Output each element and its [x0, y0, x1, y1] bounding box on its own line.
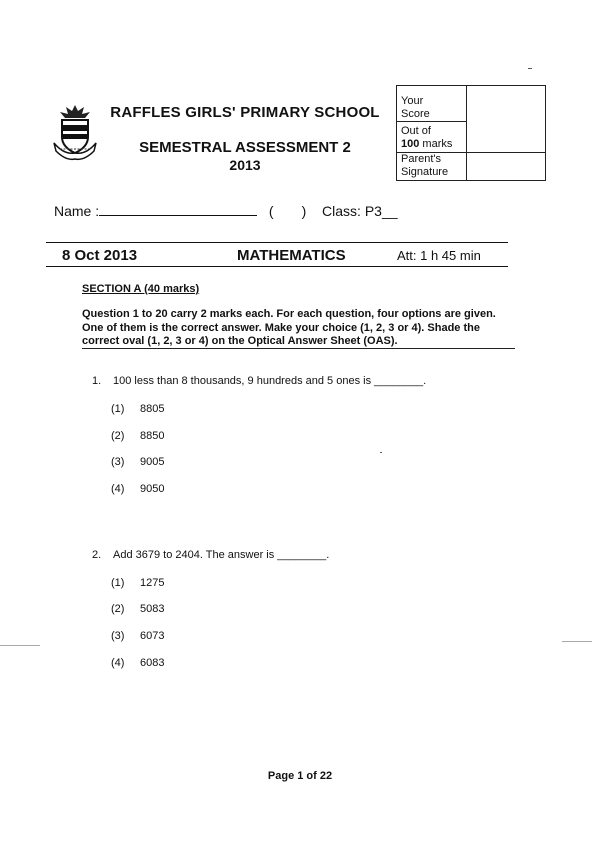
scan-speck: [562, 641, 592, 642]
exam-subject: MATHEMATICS: [237, 247, 346, 264]
name-field[interactable]: [99, 203, 257, 216]
title-top-rule: [46, 242, 508, 243]
out-of-unit: marks: [422, 138, 453, 150]
name-label: Name :: [54, 203, 100, 219]
question-2-option-2-value: 5083: [140, 603, 165, 615]
time-allowed: Att: 1 h 45 min: [397, 248, 481, 263]
register-close-paren: ): [301, 203, 307, 219]
school-name: RAFFLES GIRLS' PRIMARY SCHOOL: [110, 104, 380, 121]
school-crest-logo: [50, 103, 100, 165]
question-2-option-3-value: 6073: [140, 630, 165, 642]
question-1-option-3-label: (3): [111, 456, 125, 468]
title-bottom-rule: [46, 266, 508, 267]
question-1-option-1-value: 8805: [140, 403, 165, 415]
scan-speck: [528, 68, 532, 69]
class-field[interactable]: __: [381, 203, 398, 219]
question-1-text: 100 less than 8 thousands, 9 hundreds and 5 ones is ________.: [113, 375, 427, 387]
page-number: Page 1 of 22: [267, 770, 333, 782]
question-2-text: Add 3679 to 2404. The answer is ________.: [113, 549, 330, 561]
question-2-option-4-value: 6083: [140, 657, 165, 669]
your-score-label-2: Score: [401, 108, 430, 120]
section-title: SECTION A (40 marks): [82, 283, 200, 295]
question-1-option-1-label: (1): [111, 403, 125, 415]
your-score-label-1: Your: [401, 95, 424, 107]
scan-speck: [380, 452, 382, 453]
question-2-option-1-value: 1275: [140, 577, 165, 589]
question-1-option-4-value: 9050: [140, 483, 165, 495]
question-1-number: 1.: [92, 375, 102, 387]
parent-signature-label-1: Parent's: [401, 153, 442, 165]
out-of-value: 100: [401, 138, 420, 150]
score-field[interactable]: [467, 86, 545, 152]
instructions-underline: [82, 348, 515, 349]
question-2-option-3-label: (3): [111, 630, 125, 642]
question-1-option-2-value: 8850: [140, 430, 165, 442]
question-2-option-4-label: (4): [111, 657, 125, 669]
exam-date: 8 Oct 2013: [62, 247, 138, 264]
question-2-option-1-label: (1): [111, 577, 125, 589]
student-details-row: [54, 203, 398, 219]
signature-field[interactable]: [467, 153, 545, 180]
parent-signature-label-2: Signature: [401, 166, 449, 178]
scan-speck: [0, 645, 40, 646]
question-1-option-4-label: (4): [111, 483, 125, 495]
question-2-option-2-label: (2): [111, 603, 125, 615]
question-2-number: 2.: [92, 549, 102, 561]
question-1-option-3-value: 9005: [140, 456, 165, 468]
section-instructions: Question 1 to 20 carry 2 marks each. For each question, four options are given. One of them is the correct answer. Make your choice (1, 2, 3 or 4). Shade the correct oval (1, 2, 3 or 4) on the Optical Answer Sheet (OAS).: [82, 308, 496, 347]
assessment-title: SEMESTRAL ASSESSMENT 2: [139, 139, 351, 156]
out-of-label: Out of: [401, 125, 431, 137]
assessment-year: 2013: [229, 157, 261, 173]
register-open-paren: (: [268, 203, 274, 219]
question-1-option-2-label: (2): [111, 430, 125, 442]
score-box: [396, 85, 546, 181]
class-label: Class: P3: [322, 203, 382, 219]
